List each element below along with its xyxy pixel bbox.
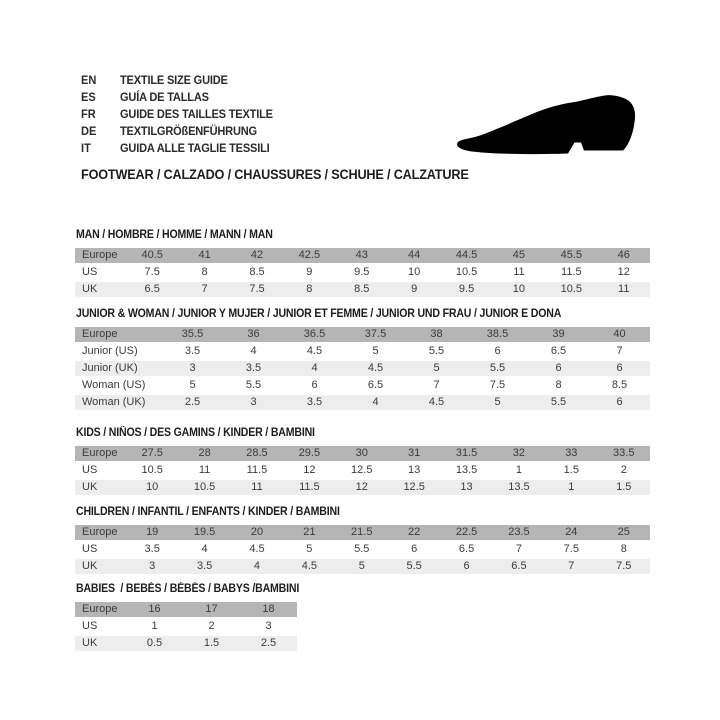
size-cell: 23.5	[493, 525, 545, 540]
row-label: Europe	[75, 446, 126, 461]
section-babies	[75, 583, 318, 653]
size-cell: 2.5	[162, 395, 223, 410]
size-cell: 11.5	[545, 265, 597, 280]
size-cell: 6.5	[493, 559, 545, 574]
size-cell: 4.5	[406, 395, 467, 410]
size-cell: 4	[345, 395, 406, 410]
size-cell: 2.5	[240, 636, 297, 651]
size-cell: 10.5	[126, 463, 178, 478]
size-table-babies	[75, 600, 297, 653]
size-cell: 5.5	[467, 361, 528, 376]
size-cell: 8	[178, 265, 230, 280]
size-cell: 1.5	[545, 463, 597, 478]
language-label: GUÍA DE TALLAS	[120, 90, 209, 104]
size-cell: 44	[388, 248, 440, 263]
size-cell: 4.5	[284, 344, 345, 359]
size-header-row	[75, 525, 650, 540]
size-cell: 36.5	[284, 327, 345, 342]
size-header-row	[75, 446, 650, 461]
size-cell: 46	[598, 248, 650, 263]
size-cell: 11	[598, 282, 650, 297]
size-cell: 7.5	[126, 265, 178, 280]
section-title-children: CHILDREN / INFANTIL / ENFANTS / KINDER / BAMBINI	[76, 506, 340, 518]
row-label: Europe	[75, 602, 126, 617]
size-cell: 19.5	[178, 525, 230, 540]
row-label: US	[75, 619, 126, 634]
size-cell: 1.5	[598, 480, 650, 495]
row-label: Woman (US)	[75, 378, 162, 393]
size-header-row	[75, 248, 650, 263]
size-cell: 10	[126, 480, 178, 495]
size-cell: 31.5	[440, 446, 492, 461]
size-cell: 17	[183, 602, 240, 617]
language-code: FR	[81, 107, 96, 121]
size-cell: 5	[283, 542, 335, 557]
size-cell: 7	[545, 559, 597, 574]
size-cell: 13	[388, 463, 440, 478]
size-cell: 12.5	[336, 463, 388, 478]
size-cell: 8	[283, 282, 335, 297]
size-cell: 35.5	[162, 327, 223, 342]
size-cell: 19	[126, 525, 178, 540]
size-cell: 24	[545, 525, 597, 540]
size-cell: 2	[183, 619, 240, 634]
size-cell: 10	[388, 265, 440, 280]
size-cell: 1.5	[183, 636, 240, 651]
size-cell: 5.5	[406, 344, 467, 359]
size-cell: 18	[240, 602, 297, 617]
size-table-junior-woman	[75, 325, 650, 412]
size-cell: 13	[440, 480, 492, 495]
language-label: GUIDA ALLE TAGLIE TESSILI	[120, 141, 270, 155]
size-cell: 29.5	[283, 446, 335, 461]
size-cell: 5	[467, 395, 528, 410]
language-row	[81, 123, 286, 140]
size-cell: 11.5	[231, 463, 283, 478]
size-cell: 37.5	[345, 327, 406, 342]
size-cell: 45	[493, 248, 545, 263]
section-junior-woman	[75, 308, 650, 412]
language-code: EN	[81, 73, 97, 87]
size-cell: 7	[406, 378, 467, 393]
size-cell: 13.5	[493, 480, 545, 495]
size-cell: 3.5	[178, 559, 230, 574]
size-cell: 4	[178, 542, 230, 557]
size-cell: 11	[231, 480, 283, 495]
size-cell: 8.5	[231, 265, 283, 280]
size-cell: 12.5	[388, 480, 440, 495]
row-label: Europe	[75, 327, 162, 342]
size-cell: 38	[406, 327, 467, 342]
language-code: DE	[81, 124, 97, 138]
size-cell: 11	[178, 463, 230, 478]
size-cell: 7	[493, 542, 545, 557]
size-cell: 9	[283, 265, 335, 280]
size-cell: 21.5	[336, 525, 388, 540]
size-cell: 20	[231, 525, 283, 540]
size-table-children	[75, 523, 650, 576]
size-cell: 41	[178, 248, 230, 263]
language-code: IT	[81, 141, 91, 155]
size-cell: 8.5	[589, 378, 650, 393]
size-cell: 44.5	[440, 248, 492, 263]
size-cell: 6	[284, 378, 345, 393]
size-cell: 28	[178, 446, 230, 461]
section-man	[75, 229, 650, 299]
size-cell: 6	[388, 542, 440, 557]
section-title-junior-woman: JUNIOR & WOMAN / JUNIOR Y MUJER / JUNIOR ET FEMME / JUNIOR UND FRAU / JUNIOR E DONA	[76, 308, 562, 320]
size-cell: 28.5	[231, 446, 283, 461]
shoe-icon	[440, 70, 660, 180]
size-row	[75, 265, 650, 280]
size-cell: 4.5	[345, 361, 406, 376]
size-cell: 4.5	[231, 542, 283, 557]
size-cell: 3	[126, 559, 178, 574]
language-row	[81, 106, 286, 123]
size-row	[75, 463, 650, 478]
size-cell: 7.5	[231, 282, 283, 297]
language-label: TEXTILE SIZE GUIDE	[120, 73, 228, 87]
row-label: US	[75, 542, 126, 557]
size-cell: 9.5	[336, 265, 388, 280]
row-label: UK	[75, 480, 126, 495]
size-row	[75, 361, 650, 376]
size-cell: 12	[283, 463, 335, 478]
row-label: US	[75, 463, 126, 478]
size-cell: 25	[598, 525, 650, 540]
size-cell: 11.5	[283, 480, 335, 495]
size-cell: 8	[598, 542, 650, 557]
size-cell: 6	[440, 559, 492, 574]
category-line: FOOTWEAR / CALZADO / CHAUSSURES / SCHUHE / CALZATURE	[81, 167, 469, 182]
size-cell: 43	[336, 248, 388, 263]
size-row	[75, 559, 650, 574]
size-cell: 12	[336, 480, 388, 495]
size-cell: 6	[589, 361, 650, 376]
size-cell: 5	[162, 378, 223, 393]
size-cell: 10.5	[178, 480, 230, 495]
row-label: UK	[75, 282, 126, 297]
size-cell: 3.5	[162, 344, 223, 359]
size-row	[75, 378, 650, 393]
size-row	[75, 636, 297, 651]
section-title-man: MAN / HOMBRE / HOMME / MANN / MAN	[76, 229, 273, 241]
row-label: Junior (US)	[75, 344, 162, 359]
size-row	[75, 282, 650, 297]
size-row	[75, 619, 297, 634]
section-title-babies: BABIES / BEBÉS / BÉBÉS / BABYS /BAMBINI	[76, 583, 300, 595]
row-label: Junior (UK)	[75, 361, 162, 376]
size-cell: 5.5	[223, 378, 284, 393]
size-table-kids	[75, 444, 650, 497]
size-cell: 5	[336, 559, 388, 574]
row-label: US	[75, 265, 126, 280]
size-header-row	[75, 327, 650, 342]
size-cell: 22	[388, 525, 440, 540]
size-cell: 11	[493, 265, 545, 280]
size-cell: 5.5	[336, 542, 388, 557]
size-cell: 22.5	[440, 525, 492, 540]
size-cell: 33	[545, 446, 597, 461]
size-cell: 1	[493, 463, 545, 478]
size-cell: 4	[284, 361, 345, 376]
size-cell: 10.5	[545, 282, 597, 297]
size-cell: 6.5	[440, 542, 492, 557]
size-cell: 10.5	[440, 265, 492, 280]
size-cell: 45.5	[545, 248, 597, 263]
size-cell: 40	[589, 327, 650, 342]
size-cell: 7	[178, 282, 230, 297]
size-cell: 6	[467, 344, 528, 359]
size-cell: 5.5	[528, 395, 589, 410]
size-table-man	[75, 246, 650, 299]
size-cell: 1	[126, 619, 183, 634]
size-header-row	[75, 602, 297, 617]
size-cell: 6.5	[528, 344, 589, 359]
language-code: ES	[81, 90, 96, 104]
size-cell: 5	[345, 344, 406, 359]
language-row	[81, 140, 286, 157]
size-cell: 3.5	[284, 395, 345, 410]
size-cell: 16	[126, 602, 183, 617]
size-cell: 4	[223, 344, 284, 359]
size-cell: 3	[223, 395, 284, 410]
size-row	[75, 395, 650, 410]
size-cell: 4.5	[283, 559, 335, 574]
size-cell: 8	[528, 378, 589, 393]
size-cell: 40.5	[126, 248, 178, 263]
size-cell: 2	[598, 463, 650, 478]
row-label: Europe	[75, 525, 126, 540]
size-cell: 3	[240, 619, 297, 634]
row-label: UK	[75, 559, 126, 574]
language-label: TEXTILGRÖßENFÜHRUNG	[120, 124, 257, 138]
size-cell: 3	[162, 361, 223, 376]
section-children	[75, 506, 650, 576]
size-cell: 7	[589, 344, 650, 359]
size-cell: 38.5	[467, 327, 528, 342]
size-cell: 0.5	[126, 636, 183, 651]
language-row	[81, 72, 286, 89]
size-cell: 13.5	[440, 463, 492, 478]
size-cell: 7.5	[467, 378, 528, 393]
size-cell: 9.5	[440, 282, 492, 297]
size-cell: 9	[388, 282, 440, 297]
size-cell: 3.5	[126, 542, 178, 557]
size-cell: 4	[231, 559, 283, 574]
language-list	[81, 72, 286, 157]
size-cell: 6	[589, 395, 650, 410]
size-cell: 21	[283, 525, 335, 540]
size-cell: 42	[231, 248, 283, 263]
size-cell: 42.5	[283, 248, 335, 263]
language-row	[81, 89, 286, 106]
size-cell: 5.5	[388, 559, 440, 574]
size-cell: 7.5	[545, 542, 597, 557]
size-cell: 3.5	[223, 361, 284, 376]
size-cell: 6.5	[345, 378, 406, 393]
size-cell: 1	[545, 480, 597, 495]
size-cell: 7.5	[598, 559, 650, 574]
row-label: Europe	[75, 248, 126, 263]
size-cell: 33.5	[598, 446, 650, 461]
size-cell: 36	[223, 327, 284, 342]
size-cell: 10	[493, 282, 545, 297]
size-cell: 39	[528, 327, 589, 342]
row-label: UK	[75, 636, 126, 651]
size-cell: 30	[336, 446, 388, 461]
size-row	[75, 542, 650, 557]
size-cell: 5	[406, 361, 467, 376]
size-cell: 32	[493, 446, 545, 461]
size-cell: 27.5	[126, 446, 178, 461]
size-cell: 6.5	[126, 282, 178, 297]
size-cell: 6	[528, 361, 589, 376]
size-row	[75, 480, 650, 495]
size-cell: 31	[388, 446, 440, 461]
row-label: Woman (UK)	[75, 395, 162, 410]
section-title-kids: KIDS / NIÑOS / DES GAMINS / KINDER / BAMBINI	[76, 427, 315, 439]
size-cell: 8.5	[336, 282, 388, 297]
section-kids	[75, 427, 650, 497]
size-row	[75, 344, 650, 359]
language-label: GUIDE DES TAILLES TEXTILE	[120, 107, 273, 121]
size-cell: 12	[598, 265, 650, 280]
